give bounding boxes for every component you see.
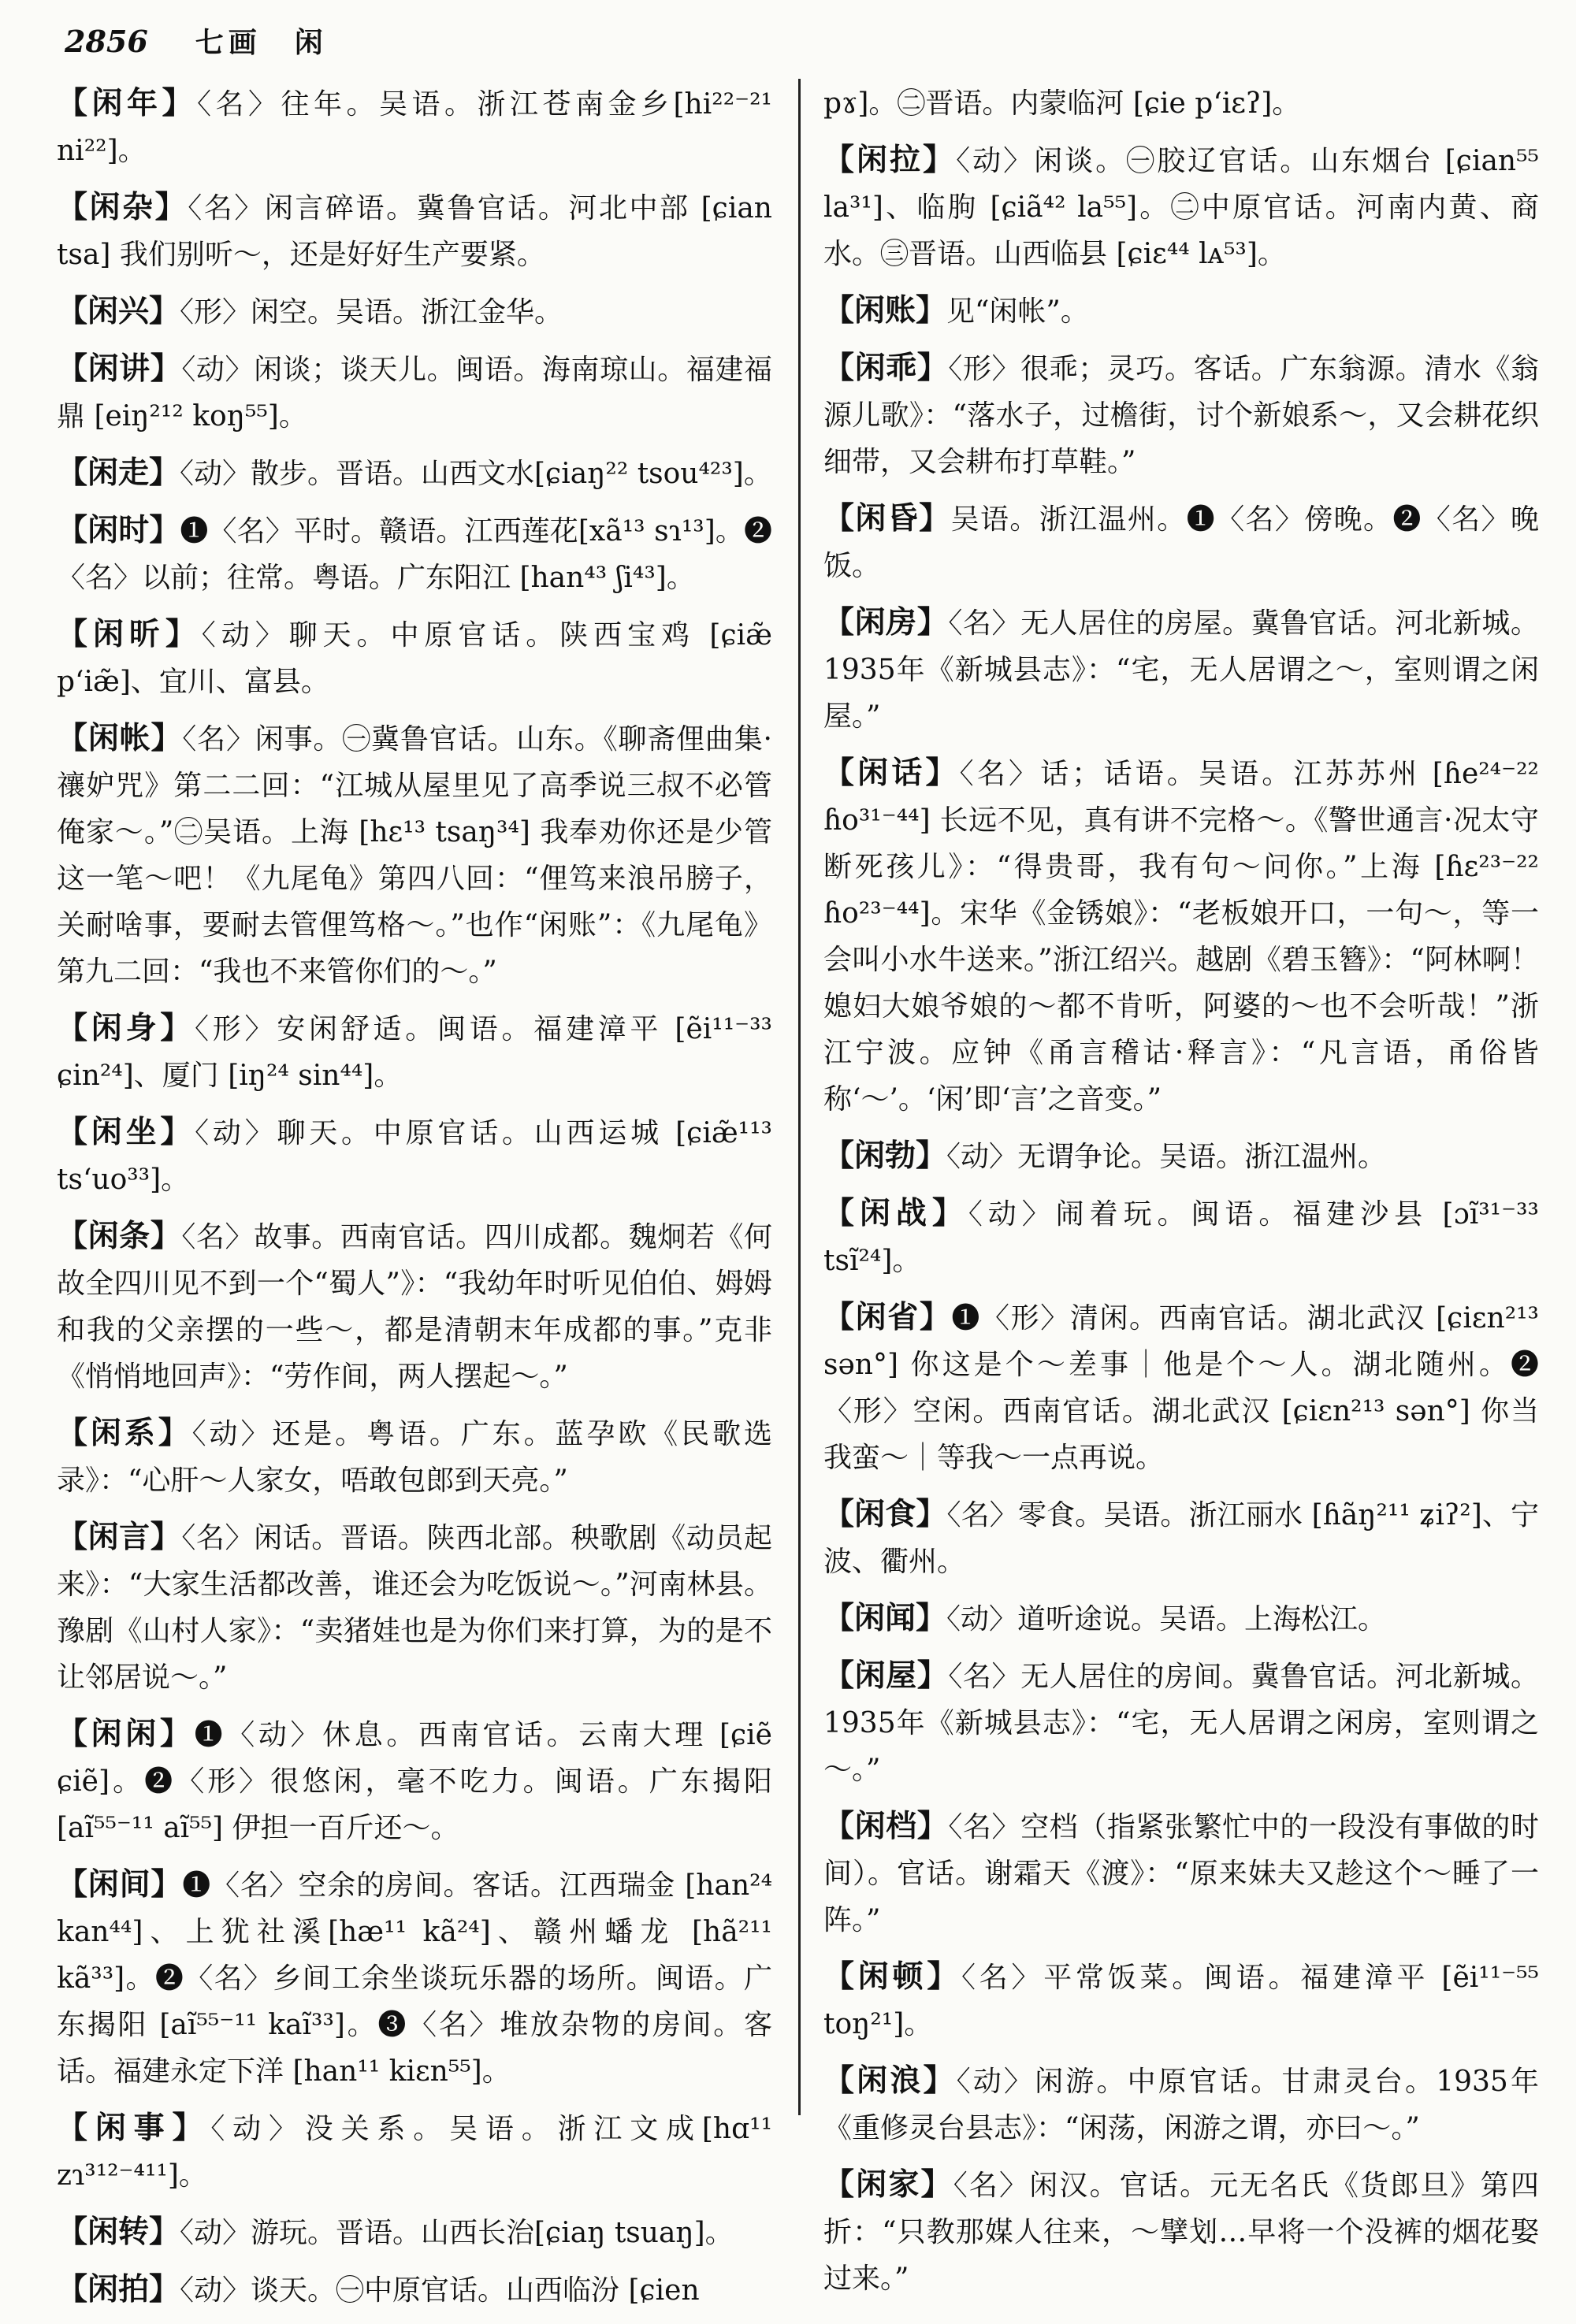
page-header: [65, 20, 328, 68]
headword: 【闲顿】: [823, 1958, 961, 1995]
entry-xian-fang: 【闲房】〈名〉无人居住的房屋。冀鲁官话。河北新城。1935年《新城县志》：“宅，无人居谓之～，室则谓之闲屋。”: [823, 604, 1539, 733]
section-heading: 七画 闲: [195, 26, 328, 59]
entry-xian-shi-3: 【闲食】〈名〉零食。吴语。浙江丽水 [ɦãŋ²¹¹ ʑiʔ²]、宁波、衢州。: [823, 1496, 1539, 1578]
entry-xian-hun: 【闲昏】吴语。浙江温州。❶〈名〉傍晚。❷〈名〉晚饭。: [823, 500, 1539, 582]
entry-xian-lang: 【闲浪】〈动〉闲游。中原官话。甘肃灵台。1935年《重修灵台县志》：“闲荡，闲游之谓，亦曰～。”: [823, 2062, 1539, 2144]
entry-xian-nian: 【闲年】〈名〉往年。吴语。浙江苍南金乡[hi²²⁻²¹ ni²²]。: [57, 85, 772, 167]
headword: 【闲账】: [823, 292, 947, 329]
entry-xian-zhuan: 【闲转】〈动〉游玩。晋语。山西长治[ɕiaŋ tsuaŋ]。: [57, 2214, 734, 2250]
entry-xian-la: 【闲拉】〈动〉闲谈。㊀胶辽官话。山东烟台 [ɕian⁵⁵ la³¹]、临朐 [ɕiã⁴² la⁵⁵]。㊁中原官话。河南内黄、商水。㊂晋语。山西临县 [ɕiɛ⁴⁴ lᴀ⁵³]。: [823, 142, 1539, 270]
headword: 【闲讲】: [57, 351, 182, 387]
headword: 【闲话】: [823, 755, 960, 791]
entry-xian-guai: 【闲乖】〈形〉很乖；灵巧。客话。广东翁源。清水《翁源儿歌》：“落水子，过檐街，讨个新娘系～，又会耕花织细带，又会耕布打草鞋。”: [823, 350, 1539, 478]
entry-xian-xing: 【闲兴】〈形〉闲空。吴语。浙江金华。: [57, 293, 563, 329]
headword: 【闲省】: [823, 1299, 952, 1335]
headword: 【闲家】: [823, 2166, 953, 2203]
entry-xian-xin: 【闲昕】〈动〉聊天。中原官话。陕西宝鸡 [ɕiæ̃ pʻiæ̃]、宜川、富县。: [57, 616, 772, 698]
headword: 【闲系】: [57, 1415, 192, 1451]
headword: 【闲坐】: [57, 1114, 195, 1150]
headword: 【闲条】: [57, 1218, 182, 1254]
headword: 【闲帐】: [57, 720, 183, 756]
headword: 【闲走】: [57, 455, 180, 491]
entry-xian-shen: 【闲身】〈形〉安闲舒适。闽语。福建漳平 [ẽi¹¹⁻³³ ɕin²⁴]、厦门 [iŋ²⁴ sin⁴⁴]。: [57, 1010, 772, 1092]
entry-xian-jiang: 【闲讲】〈动〉闲谈；谈天儿。闽语。海南琼山。福建福鼎 [eiŋ²¹² koŋ⁵⁵]。: [57, 351, 772, 433]
entry-xian-pai-continued: pɤ]。㊁晋语。内蒙临河 [ɕie pʻiɛʔ]。: [823, 87, 1301, 120]
headword: 【闲档】: [823, 1808, 949, 1844]
headword: 【闲闲】: [57, 1716, 195, 1752]
entry-xian-wen: 【闲闻】〈动〉道听途说。吴语。上海松江。: [823, 1600, 1387, 1636]
headword: 【闲言】: [57, 1519, 182, 1555]
left-column: [57, 80, 772, 2324]
headword: 【闲屋】: [823, 1658, 949, 1694]
entry-xian-zhan: 【闲战】〈动〉闹着玩。闽语。福建沙县 [ɔĩ³¹⁻³³ tsĩ²⁴]。: [823, 1195, 1539, 1277]
entry-xian-sheng: 【闲省】❶〈形〉清闲。西南官话。湖北武汉 [ɕiɛn²¹³ sən°] 你这是个～差事｜他是个～人。湖北随州。❷〈形〉空闲。西南官话。湖北武汉 [ɕiɛn²¹³ sən°] 你当我蛮～｜等我～一点再说。: [823, 1299, 1539, 1474]
entry-xian-zou: 【闲走】〈动〉散步。晋语。山西文水[ɕiaŋ²² tsou⁴²³]。: [57, 455, 772, 491]
page-number: 2856: [65, 24, 148, 59]
entry-xian-hua: 【闲话】〈名〉话；话语。吴语。江苏苏州 [ɦe²⁴⁻²² ɦo³¹⁻⁴⁴] 长远不见，真有讲不完格～。《警世通言·况太守断死孩儿》：“得贵哥，我有句～问你。”上海 [ɦɛ²³⁻²² ɦo²³⁻⁴⁴]。宋华《金锈娘》：“老板娘开口，一句～，等一会叫小水牛送来。”浙江绍兴。越剧《碧玉簪》：“阿林啊！媳妇大娘爷娘的～都不肯听，阿婆的～也不会听哉！”浙江宁波。应钟《甬言稽诂·释言》：“凡言语，甬俗皆称‘～’。‘闲’即‘言’之音变。”: [823, 755, 1539, 1116]
entry-xian-zuo: 【闲坐】〈动〉聊天。中原官话。山西运城 [ɕiæ̃¹¹³ tsʻuo³³]。: [57, 1114, 772, 1196]
headword: 【闲拉】: [823, 142, 957, 178]
headword: 【闲时】: [57, 512, 180, 548]
headword: 【闲闻】: [823, 1600, 947, 1636]
entry-xian-jia: 【闲家】〈名〉闲汉。官话。元无名氏《货郎旦》第四折：“只教那媒人往来，～擘划…早将一个没裤的烟花娶过来。”: [823, 2166, 1539, 2295]
entry-xian-zhang-2: 【闲账】见“闲帐”。: [823, 292, 1089, 329]
entry-xian-zhang: 【闲帐】〈名〉闲事。㊀冀鲁官话。山东。《聊斋俚曲集·禳妒咒》第二二回：“江城从屋里见了高季说三叔不必管俺家～。”㊁吴语。上海 [hɛ¹³ tsaŋ³⁴] 我奉劝你还是少管这一笔～吧！《九尾龟》第四八回：“俚笃来浪吊膀子，关耐啥事，要耐去管俚笃格～。”也作“闲账”：《九尾龟》第九二回：“我也不来管你们的～。”: [57, 720, 772, 988]
entry-xian-tiao: 【闲条】〈名〉故事。西南官话。四川成都。魏炯若《何故全四川见不到一个“蜀人”》：“我幼年时听见伯伯、姆姆和我的父亲摆的一些～，都是清朝末年成都的事。”克非《悄悄地回声》：“劳作间，两人摆起～。”: [57, 1218, 772, 1393]
entry-xian-xi: 【闲系】〈动〉还是。粤语。广东。蓝孕欧《民歌选录》：“心肝～人家女，唔敢包郎到天亮。”: [57, 1415, 772, 1497]
headword: 【闲兴】: [57, 293, 180, 329]
headword: 【闲身】: [57, 1010, 195, 1046]
entry-xian-shi-2: 【闲事】〈动〉没关系。吴语。浙江文成[hɑ¹¹ zɿ³¹²⁻⁴¹¹]。: [57, 2110, 772, 2192]
headword: 【闲房】: [823, 604, 949, 640]
column-divider: [798, 79, 801, 2115]
headword: 【闲昕】: [57, 616, 202, 652]
headword: 【闲勃】: [823, 1138, 947, 1174]
headword: 【闲事】: [57, 2110, 211, 2146]
entry-xian-xian: 【闲闲】❶〈动〉休息。西南官话。云南大理 [ɕiẽ ɕiẽ]。❷〈形〉很悠闲，毫不吃力。闽语。广东揭阳 [aĩ⁵⁵⁻¹¹ aĩ⁵⁵] 伊担一百斤还～。: [57, 1716, 772, 1844]
right-column: [823, 80, 1539, 2312]
headword: 【闲昏】: [823, 500, 951, 536]
headword: 【闲年】: [57, 85, 198, 121]
headword: 【闲食】: [823, 1496, 947, 1532]
headword: 【闲间】: [57, 1866, 183, 1903]
entry-xian-jian: 【闲间】❶〈名〉空余的房间。客话。江西瑞金 [han²⁴ kan⁴⁴]、上犹社溪[hæ¹¹ kã²⁴]、赣州蟠龙 [hã²¹¹ kã³³]。❷〈名〉乡间工余坐谈玩乐器的场所。闽语。广东揭阳 [aĩ⁵⁵⁻¹¹ kaĩ³³]。❸〈名〉堆放杂物的房间。客话。福建永定下洋 [han¹¹ kiɛn⁵⁵]。: [57, 1866, 772, 2088]
headword: 【闲拍】: [57, 2271, 180, 2307]
entry-xian-dun: 【闲顿】〈名〉平常饭菜。闽语。福建漳平 [ẽi¹¹⁻⁵⁵ toŋ²¹]。: [823, 1958, 1539, 2040]
headword: 【闲杂】: [57, 189, 188, 225]
entry-xian-dang: 【闲档】〈名〉空档（指紧张繁忙中的一段没有事做的时间）。官话。谢霜天《渡》：“原来妹夫又趁这个～睡了一阵。”: [823, 1808, 1539, 1936]
headword: 【闲战】: [823, 1195, 968, 1231]
entry-xian-yan: 【闲言】〈名〉闲话。晋语。陕西北部。秧歌剧《动员起来》：“大家生活都改善，谁还会为吃饭说～。”河南林县。豫剧《山村人家》：“卖猪娃也是为你们来打算，为的是不让邻居说～。”: [57, 1519, 772, 1694]
headword: 【闲转】: [57, 2214, 180, 2250]
entry-xian-pai: 【闲拍】〈动〉谈天。㊀中原官话。山西临汾 [ɕien: [57, 2271, 700, 2307]
headword: 【闲乖】: [823, 350, 949, 386]
headword: 【闲浪】: [823, 2062, 957, 2099]
entry-xian-shi: 【闲时】❶〈名〉平时。赣语。江西莲花[xã¹³ sɿ¹³]。❷〈名〉以前；往常。粤语。广东阳江 [han⁴³ ʃi⁴³]。: [57, 512, 772, 594]
entry-xian-za: 【闲杂】〈名〉闲言碎语。冀鲁官话。河北中部 [ɕian tsa] 我们别听～，还是好好生产要紧。: [57, 189, 772, 271]
entry-xian-bo: 【闲勃】〈动〉无谓争论。吴语。浙江温州。: [823, 1138, 1387, 1174]
entry-xian-wu: 【闲屋】〈名〉无人居住的房间。冀鲁官话。河北新城。1935年《新城县志》：“宅，无人居谓之闲房，室则谓之～。”: [823, 1658, 1539, 1786]
